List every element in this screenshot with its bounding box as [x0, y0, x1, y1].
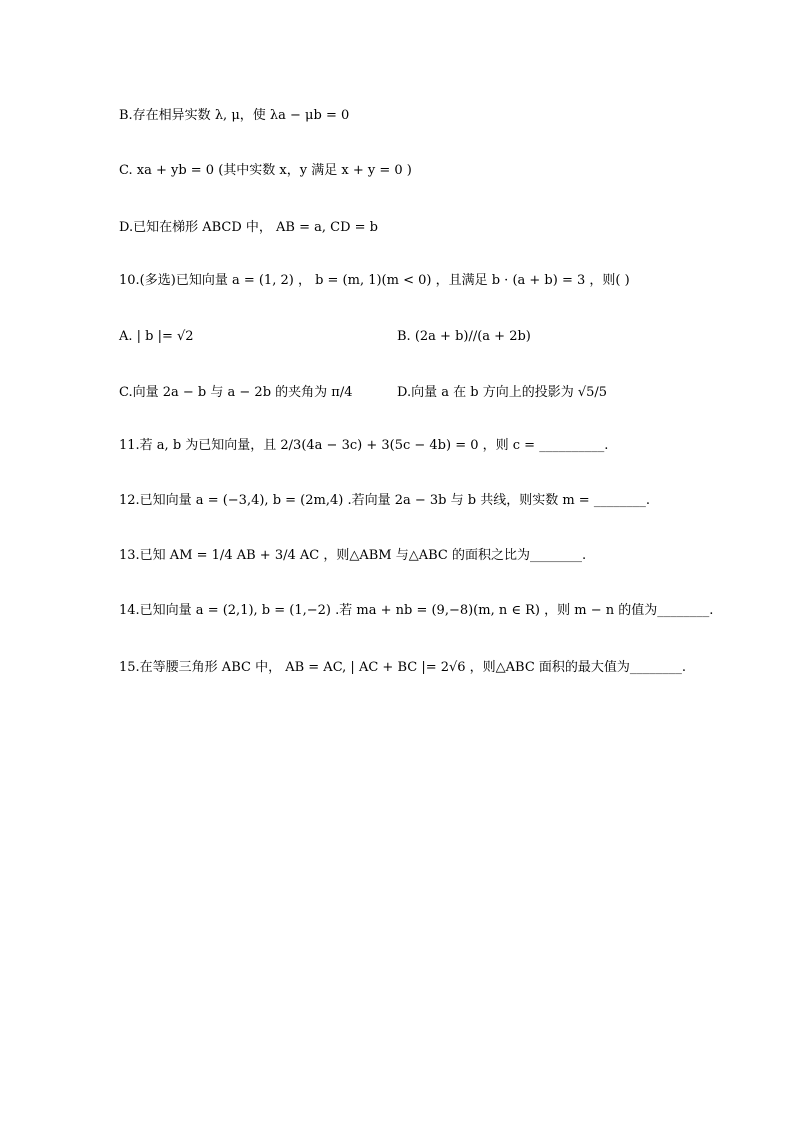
question-15: 15.在等腰三角形 ABC 中， AB = AC, | AC + BC |= 2√6 ，则△ABC 面积的最大值为________.: [119, 660, 687, 675]
option-b-q9: B.存在相异实数 λ, μ，使 λa − μb = 0: [119, 108, 350, 123]
option-c-q9: C. xa + yb = 0 (其中实数 x，y 满足 x + y = 0 ): [119, 163, 412, 178]
option-d-q9: D.已知在梯形 ABCD 中， AB = a, CD = b: [119, 220, 379, 235]
question-10: 10.(多选)已知向量 a = (1, 2) ， b = (m, 1)(m < 0) ，且满足 b · (a + b) = 3 ，则( ): [119, 273, 630, 288]
question-10-option-c: C.向量 2a − b 与 a − 2b 的夹角为 π/4: [119, 385, 353, 400]
question-10-option-d: D.向量 a 在 b 方向上的投影为 √5/5: [397, 385, 608, 400]
question-10-option-b: B. (2a + b)//(a + 2b): [397, 329, 531, 344]
question-11: 11.若 a, b 为已知向量，且 2/3(4a − 3c) + 3(5c − 4b) = 0 ，则 c = __________.: [119, 438, 609, 453]
question-14: 14.已知向量 a = (2,1), b = (1,−2) .若 ma + nb = (9,−8)(m, n ∈ R) ，则 m − n 的值为________.: [119, 603, 714, 618]
question-13: 13.已知 AM = 1/4 AB + 3/4 AC ，则△ABM 与△ABC 的面积之比为________.: [119, 548, 587, 563]
question-10-option-a: A. | b |= √2: [119, 329, 194, 344]
question-12: 12.已知向量 a = (−3,4), b = (2m,4) .若向量 2a − 3b 与 b 共线，则实数 m = ________.: [119, 493, 650, 508]
